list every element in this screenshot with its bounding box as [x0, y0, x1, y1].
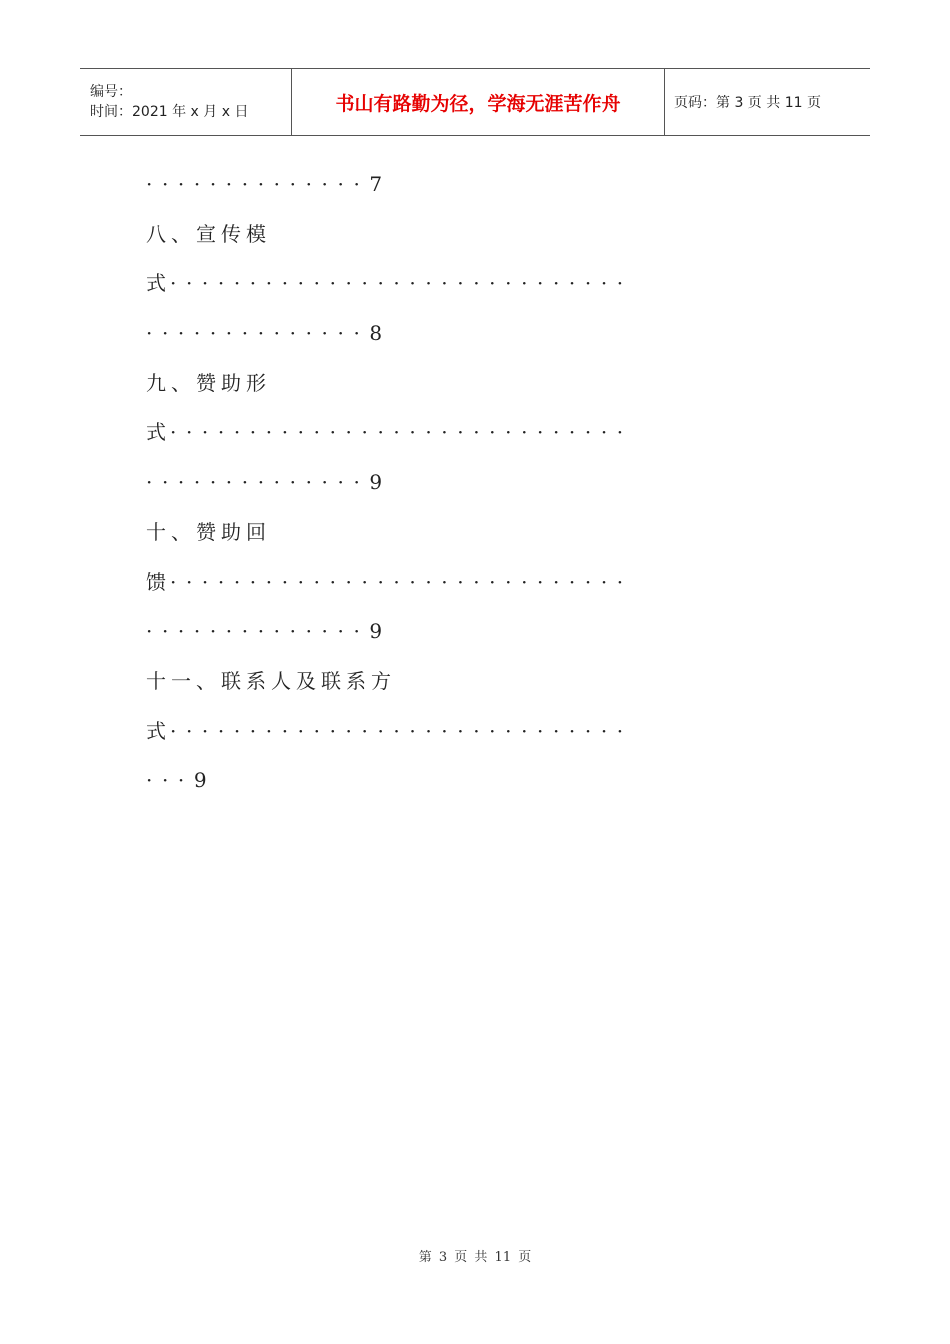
toc-line — [146, 607, 806, 657]
toc-dots: ·············· — [146, 321, 370, 346]
toc-continuation: 式 — [146, 718, 170, 743]
toc-page-number: 9 — [369, 470, 383, 495]
toc-continuation: 式 — [146, 271, 170, 296]
toc-line — [146, 309, 806, 359]
header-meta — [80, 69, 292, 136]
toc-continuation: 式 — [146, 420, 170, 445]
toc-dots: ··· — [146, 768, 194, 793]
toc-line — [146, 259, 806, 309]
toc-page-number: 9 — [369, 619, 383, 644]
toc-line — [146, 707, 806, 757]
page-header — [80, 68, 870, 136]
toc-heading-8: 八、宣传模 — [146, 221, 271, 246]
table-of-contents — [146, 160, 806, 806]
toc-page-number: 7 — [369, 172, 383, 196]
toc-page-number: 9 — [193, 768, 207, 793]
toc-heading-11: 十一、联系人及联系方 — [146, 668, 396, 693]
date-label: 时间：2021 年 x 月 x 日 — [90, 104, 249, 120]
toc-line — [146, 756, 806, 806]
header-motto: 书山有路勤为径，学海无涯苦作舟 — [292, 69, 665, 136]
toc-heading-10: 十、赞助回 — [146, 519, 271, 544]
toc-dots: ·············· — [146, 619, 370, 644]
toc-line — [146, 408, 806, 458]
toc-dots: ·············· — [146, 172, 370, 196]
toc-line — [146, 458, 806, 508]
number-label: 编号： — [90, 84, 132, 100]
toc-line — [146, 160, 806, 210]
header-page-info: 页码：第 3 页 共 11 页 — [665, 69, 871, 136]
toc-heading-9: 九、赞助形 — [146, 370, 271, 395]
toc-dots: ····························· — [170, 420, 633, 445]
toc-dots: ····························· — [170, 718, 633, 743]
toc-page-number: 8 — [369, 321, 383, 346]
toc-dots: ····························· — [170, 271, 633, 296]
toc-dots: ····························· — [170, 569, 633, 594]
toc-line — [146, 558, 806, 608]
page-footer: 第 3 页 共 11 页 — [418, 1250, 532, 1265]
toc-continuation: 馈 — [146, 569, 170, 594]
toc-dots: ·············· — [146, 470, 370, 495]
